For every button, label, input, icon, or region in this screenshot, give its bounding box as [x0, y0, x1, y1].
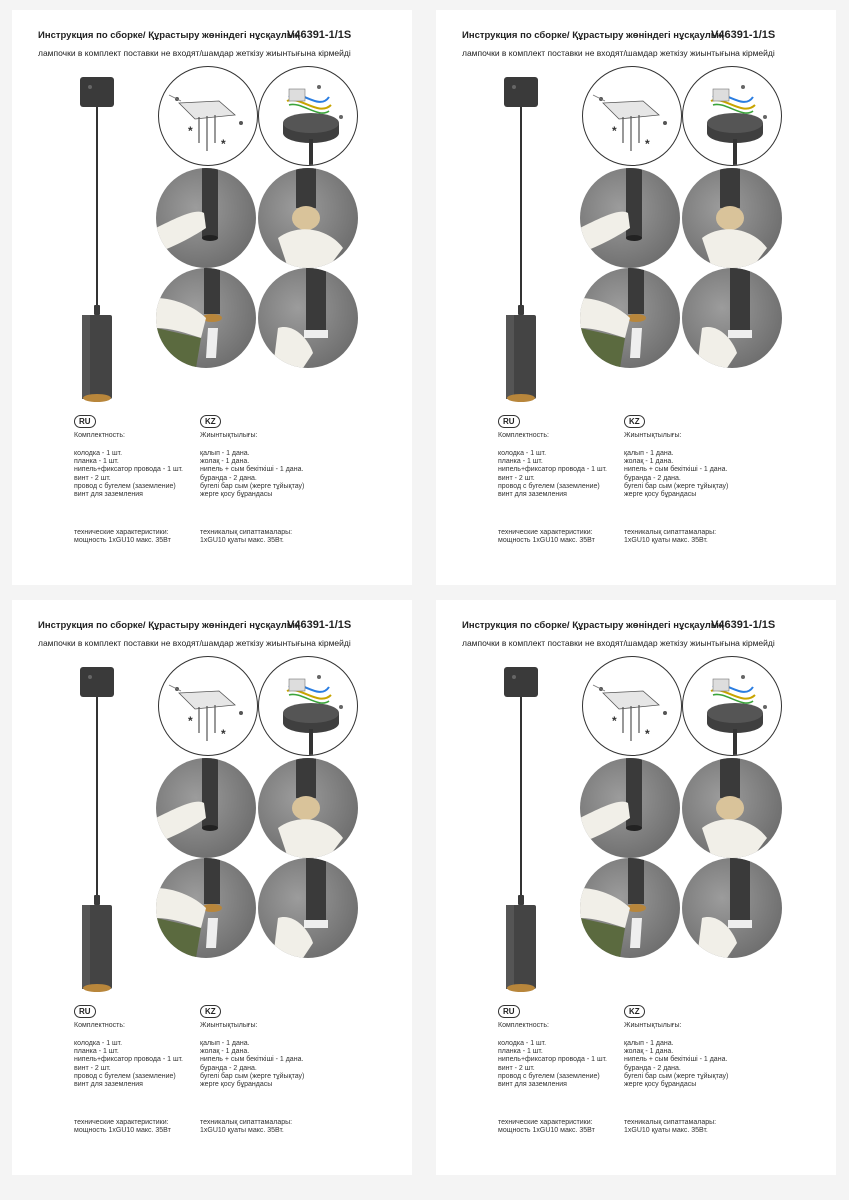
list-item: винт для заземления: [498, 491, 567, 499]
assembly-step-photo-3: [156, 268, 256, 368]
lang-badge-ru: RU: [498, 1005, 520, 1018]
ru-kit-heading: Комплектность:: [498, 1022, 549, 1029]
list-item: винт - 2 шт.: [74, 1064, 111, 1072]
list-item: жерге қосу бұрандасы: [200, 1081, 273, 1089]
list-item: жолақ - 1 дана.: [200, 458, 250, 466]
assembly-step-photo-2: [682, 758, 782, 858]
lang-badge-ru: RU: [74, 1005, 96, 1018]
lang-badge-ru: RU: [498, 415, 520, 428]
ru-kit-list: [74, 450, 183, 499]
kz-kit-heading: Жиынтықтылығы:: [624, 1022, 682, 1029]
ru-tech-value: мощность 1xGU10 макс. 35Вт: [74, 1127, 171, 1134]
ru-tech-heading: технические характеристики:: [74, 529, 169, 536]
model-number: V46391-1/1S: [287, 29, 352, 41]
kz-tech-heading: техникалық сипаттамалары:: [200, 529, 293, 536]
list-item: нипель + сым бекіткіші - 1 дана.: [200, 1056, 304, 1064]
list-item: нипель+фиксатор провода - 1 шт.: [74, 1056, 183, 1064]
list-item: қалып - 1 дана.: [624, 450, 674, 457]
list-item: бұранда - 2 дана.: [200, 474, 257, 482]
canopy-wiring-diagram: [258, 66, 358, 166]
list-item: нипель + сым бекіткіші - 1 дана.: [624, 466, 728, 474]
ru-kit-heading: Комплектность:: [74, 1022, 125, 1029]
lang-badge-kz: KZ: [200, 1005, 221, 1018]
list-item: винт для заземления: [498, 1081, 567, 1089]
instruction-sheet: [424, 0, 848, 600]
list-item: колодка - 1 шт.: [74, 450, 123, 457]
assembly-step-photo-3: [156, 858, 256, 958]
lang-badge-kz: KZ: [624, 1005, 645, 1018]
list-item: бұранда - 2 дана.: [624, 474, 681, 482]
assembly-step-photo-2: [258, 758, 358, 858]
page-title: Инструкция по сборке/ Құрастыру жөніндегі нұсқаулық: [38, 30, 300, 41]
pendant-lamp-image: [76, 77, 126, 407]
canopy-wiring-diagram: [682, 656, 782, 756]
model-number: V46391-1/1S: [287, 619, 352, 631]
instruction-page: [436, 600, 836, 1175]
bulb-note: лампочки в комплект поставки не входят/шамдар жеткізу жиынтығына кірмейді: [38, 638, 351, 648]
bulb-note: лампочки в комплект поставки не входят/шамдар жеткізу жиынтығына кірмейді: [462, 48, 775, 58]
ru-kit-list: [498, 450, 607, 499]
list-item: колодка - 1 шт.: [74, 1040, 123, 1047]
list-item: жерге қосу бұрандасы: [200, 491, 273, 499]
list-item: нипель + сым бекіткіші - 1 дана.: [200, 466, 304, 474]
assembly-step-photo-4: [682, 268, 782, 368]
list-item: қалып - 1 дана.: [624, 1040, 674, 1047]
lang-badge-kz: KZ: [624, 415, 645, 428]
list-item: қалып - 1 дана.: [200, 1040, 250, 1047]
pendant-lamp-image: [76, 667, 126, 997]
kz-tech-heading: техникалық сипаттамалары:: [624, 529, 717, 536]
asterisk-mark: *: [645, 137, 650, 151]
kz-tech-heading: техникалық сипаттамалары:: [200, 1119, 293, 1126]
list-item: нипель+фиксатор провода - 1 шт.: [498, 1056, 607, 1064]
list-item: планка - 1 шт.: [498, 458, 543, 466]
kz-kit-heading: Жиынтықтылығы:: [200, 1022, 258, 1029]
list-item: қалып - 1 дана.: [200, 450, 250, 457]
ru-tech-heading: технические характеристики:: [498, 1119, 593, 1126]
list-item: бугелі бар сым (жерге тұйықтау): [624, 482, 729, 490]
list-item: планка - 1 шт.: [498, 1048, 543, 1056]
list-item: жолақ - 1 дана.: [200, 1048, 250, 1056]
list-item: колодка - 1 шт.: [498, 450, 547, 457]
lang-badge-kz: KZ: [200, 415, 221, 428]
asterisk-mark: *: [612, 124, 617, 138]
list-item: провод с бугелем (заземление): [498, 1072, 600, 1080]
instruction-page: [436, 10, 836, 585]
asterisk-mark: *: [188, 124, 193, 138]
instruction-sheet: [0, 590, 424, 1190]
list-item: винт - 2 шт.: [498, 474, 535, 482]
kz-tech-heading: техникалық сипаттамалары:: [624, 1119, 717, 1126]
instruction-page: [12, 10, 412, 585]
ru-tech-value: мощность 1xGU10 макс. 35Вт: [498, 537, 595, 544]
list-item: жолақ - 1 дана.: [624, 1048, 674, 1056]
ru-kit-list: [74, 1040, 183, 1089]
list-item: планка - 1 шт.: [74, 458, 119, 466]
ru-tech-value: мощность 1xGU10 макс. 35Вт: [498, 1127, 595, 1134]
mounting-plate-diagram: [158, 66, 258, 166]
kz-kit-heading: Жиынтықтылығы:: [200, 432, 258, 439]
list-item: бұранда - 2 дана.: [624, 1064, 681, 1072]
list-item: жолақ - 1 дана.: [624, 458, 674, 466]
list-item: провод с бугелем (заземление): [498, 482, 600, 490]
kz-tech-value: 1xGU10 қуаты макс. 35Вт.: [200, 537, 284, 544]
list-item: винт для заземления: [74, 491, 143, 499]
page-title: Инструкция по сборке/ Құрастыру жөніндегі нұсқаулық: [38, 620, 300, 631]
bulb-note: лампочки в комплект поставки не входят/шамдар жеткізу жиынтығына кірмейді: [462, 638, 775, 648]
kz-tech-value: 1xGU10 қуаты макс. 35Вт.: [624, 537, 708, 544]
ru-kit-list: [498, 1040, 607, 1089]
kz-kit-list: [624, 450, 728, 499]
instruction-sheet: [0, 0, 424, 600]
list-item: жерге қосу бұрандасы: [624, 1081, 697, 1089]
kz-tech-value: 1xGU10 қуаты макс. 35Вт.: [624, 1127, 708, 1134]
list-item: нипель+фиксатор провода - 1 шт.: [74, 466, 183, 474]
ru-tech-heading: технические характеристики:: [74, 1119, 169, 1126]
ru-tech-value: мощность 1xGU10 макс. 35Вт: [74, 537, 171, 544]
assembly-step-photo-2: [682, 168, 782, 268]
pendant-lamp-image: [500, 77, 550, 407]
list-item: нипель + сым бекіткіші - 1 дана.: [624, 1056, 728, 1064]
mounting-plate-diagram: [582, 66, 682, 166]
ru-kit-heading: Комплектность:: [498, 432, 549, 439]
asterisk-mark: *: [188, 714, 193, 728]
instruction-page: [12, 600, 412, 1175]
list-item: колодка - 1 шт.: [498, 1040, 547, 1047]
assembly-step-photo-3: [580, 268, 680, 368]
list-item: бугелі бар сым (жерге тұйықтау): [200, 482, 305, 490]
asterisk-mark: *: [221, 137, 226, 151]
canopy-wiring-diagram: [682, 66, 782, 166]
assembly-step-photo-4: [682, 858, 782, 958]
list-item: жерге қосу бұрандасы: [624, 491, 697, 499]
asterisk-mark: *: [221, 727, 226, 741]
list-item: провод с бугелем (заземление): [74, 482, 176, 490]
kz-kit-list: [624, 1040, 728, 1089]
instruction-sheet: [424, 590, 848, 1190]
list-item: винт - 2 шт.: [74, 474, 111, 482]
list-item: бұранда - 2 дана.: [200, 1064, 257, 1072]
kz-kit-list: [200, 450, 304, 499]
kz-kit-list: [200, 1040, 304, 1089]
assembly-step-photo-1: [580, 758, 680, 858]
lang-badge-ru: RU: [74, 415, 96, 428]
ru-kit-heading: Комплектность:: [74, 432, 125, 439]
assembly-step-photo-4: [258, 858, 358, 958]
list-item: нипель+фиксатор провода - 1 шт.: [498, 466, 607, 474]
list-item: винт для заземления: [74, 1081, 143, 1089]
mounting-plate-diagram: [582, 656, 682, 756]
ru-tech-heading: технические характеристики:: [498, 529, 593, 536]
pendant-lamp-image: [500, 667, 550, 997]
page-title: Инструкция по сборке/ Құрастыру жөніндегі нұсқаулық: [462, 620, 724, 631]
list-item: провод с бугелем (заземление): [74, 1072, 176, 1080]
page-title: Инструкция по сборке/ Құрастыру жөніндегі нұсқаулық: [462, 30, 724, 41]
model-number: V46391-1/1S: [711, 29, 776, 41]
asterisk-mark: *: [612, 714, 617, 728]
model-number: V46391-1/1S: [711, 619, 776, 631]
bulb-note: лампочки в комплект поставки не входят/шамдар жеткізу жиынтығына кірмейді: [38, 48, 351, 58]
mounting-plate-diagram: [158, 656, 258, 756]
assembly-step-photo-4: [258, 268, 358, 368]
kz-kit-heading: Жиынтықтылығы:: [624, 432, 682, 439]
canopy-wiring-diagram: [258, 656, 358, 756]
assembly-step-photo-3: [580, 858, 680, 958]
list-item: бугелі бар сым (жерге тұйықтау): [200, 1072, 305, 1080]
assembly-step-photo-2: [258, 168, 358, 268]
assembly-step-photo-1: [156, 168, 256, 268]
list-item: винт - 2 шт.: [498, 1064, 535, 1072]
assembly-step-photo-1: [156, 758, 256, 858]
list-item: планка - 1 шт.: [74, 1048, 119, 1056]
asterisk-mark: *: [645, 727, 650, 741]
kz-tech-value: 1xGU10 қуаты макс. 35Вт.: [200, 1127, 284, 1134]
assembly-step-photo-1: [580, 168, 680, 268]
list-item: бугелі бар сым (жерге тұйықтау): [624, 1072, 729, 1080]
